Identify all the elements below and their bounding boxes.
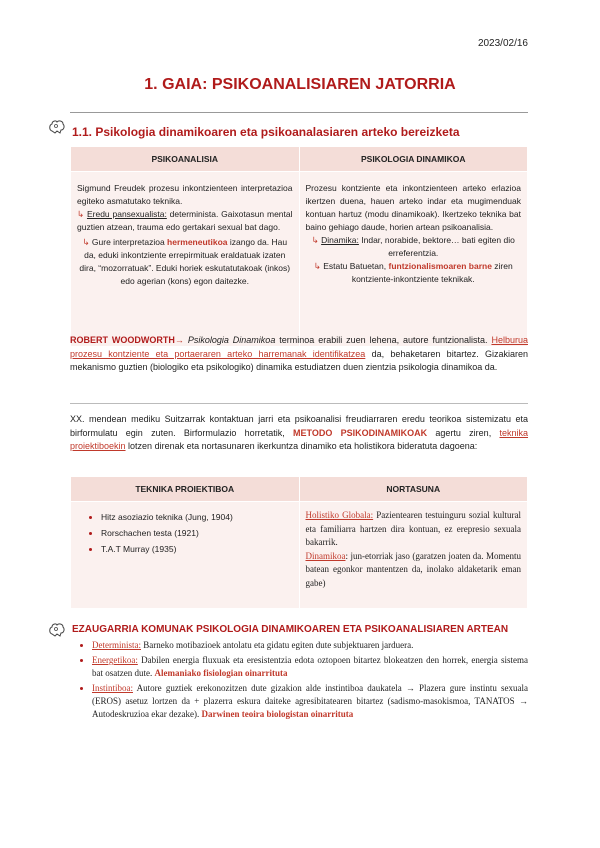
table-header-nortasuna: NORTASUNA [299,477,528,502]
table-header-psikoanalisia: PSIKOANALISIA [71,147,300,172]
table-header-psikologia-dinamikoa: PSIKOLOGIA DINAMIKOA [299,147,528,172]
document-date: 2023/02/16 [477,38,528,49]
teknika-cell [71,502,300,609]
list-item: • Hitz asoziazio teknika (Jung, 1904) [101,511,293,524]
psychodynamic-paragraph: XX. mendean mediku Suitzarrak kontaktuan jarri eta psikoanalisi freudiarraren eredu teorikoa sistemizatu eta birformulatu egin zuten. Birformulazio horretatik, METODO PSIKODINAMIKOAK agertu ziren, teknika proiektiboekin lotzen direnak eta nortasunaren ikerkuntza dinamiko eta holistikora bideratuta dagoena: [70,414,529,451]
section-divider [70,403,528,404]
nortasuna-cell [299,502,528,609]
section-heading-common: EZAUGARRIA KOMUNAK PSIKOLOGIA DINAMIKOAREN ETA PSIKOANALISIAREN ARTEAN [72,624,509,635]
list-item: • T.A.T Murray (1935) [101,543,293,556]
section-heading-1-1: 1.1. Psikologia dinamikoaren eta psikoanalasiaren arteko bereizketa [72,125,460,139]
dynamic-item: Dinamikoa: jun-etorriak jaso (garatzen joaten da. Momentu batean egonkor mantentzen da, inolako aldaketarik eman gabe) [305,550,521,588]
table-header-teknika: TEKNIKA PROIEKTIBOA [71,477,300,502]
psikoanalisia-definition: Sigmund Freudek prozesu inkontzienteen interpretazioa egiteko asmatutako teknika. [77,183,293,206]
funtzionalismo-item: ↳ Estatu Batuetan, funtzionalismoaren barne ziren kontziente-inkontziente teknikak. [313,261,513,284]
comparison-table [70,146,528,347]
title-divider [70,112,528,113]
hermeneutic-item: ↳ Gure interpretazioa hermeneutikoa izango da. Hau da, eduki inkontziente errepirmituak eraldatuak izaten dira, “mozorratuak”. Eduki horiek eskutatutakoak (inkos) edo agerian (kons) egon daitezke. [79,237,291,286]
projective-table [70,476,528,609]
woodworth-paragraph: ROBERT WOODWORTH→ Psikologia Dinamikoa terminoa erabili zuen lehena, autore funtzionalista. Helburua prozesu kontziente eta portaeraren arteko harremanak identifikatzea da, behaketaren bitartez. Gizakiaren mekanismo guztien (biologiko eta psikologiko) dinamika estudiatzen duen zientzia psikologia dinamikoa da. [70,335,528,372]
list-item: • Rorschachen testa (1921) [101,527,293,540]
list-item: • Determinista: Barneko motibazioek antolatu eta gidatu egiten dute subjektuaren jarduera. [92,639,528,652]
psikologia-dinamikoa-cell [299,172,528,347]
page-title: 1. GAIA: PSIKOANALISIAREN JATORRIA [144,76,456,93]
psikoanalisia-cell [71,172,300,347]
brain-icon [48,621,66,639]
list-item: • Energetikoa: Dabilen energia fluxuak eta eresistentzia edota oztopoen bitartez blokeatzen den horrek, energia sistema bat osatzen dute. Alemaniako fisiologian oinarrituta [92,654,528,680]
common-features-list [70,639,528,723]
brain-icon [48,118,66,136]
dinamika-item: ↳ Dinamika: Indar, norabide, bektore… bati egiten dio erreferentzia. [311,235,515,258]
pansexualist-item: ↳ Eredu pansexualista: determinista. Gaixotasun mental guztien atzean, trauma edo gertakari sexual bat dago. [77,209,293,232]
holistic-item: Holistiko Globala: Pazientearen testuinguru sozial kultural eta familiarra hartzen dira kontuan, ez erepresio sexuala bakarrik. [305,510,521,547]
psikologia-dinamikoa-definition: Prozesu kontziente eta inkontzienteen arteko erlazioa ikertzen duena, hauen arteko indar eta mugimenduak kontuan hartuz (modu dinamikoak). Ikertzeko teknika bat baino gehiago daude, horien artean psikoanalisia. [305,183,521,232]
list-item: • Instintiboa: Autore guztiek erekonozitzen dute gizakion alde instintiboa daukatela → Plazera gure instintu sexuala (EROS) asetuz lortzen da + plazerra eskura daiteke agresibitatearen bitartez (sadismo-masokismoa, TANATOS → Autodeskruzioa ekar dezake). Darwinen teoira biologistan oinarrituta [92,682,528,721]
